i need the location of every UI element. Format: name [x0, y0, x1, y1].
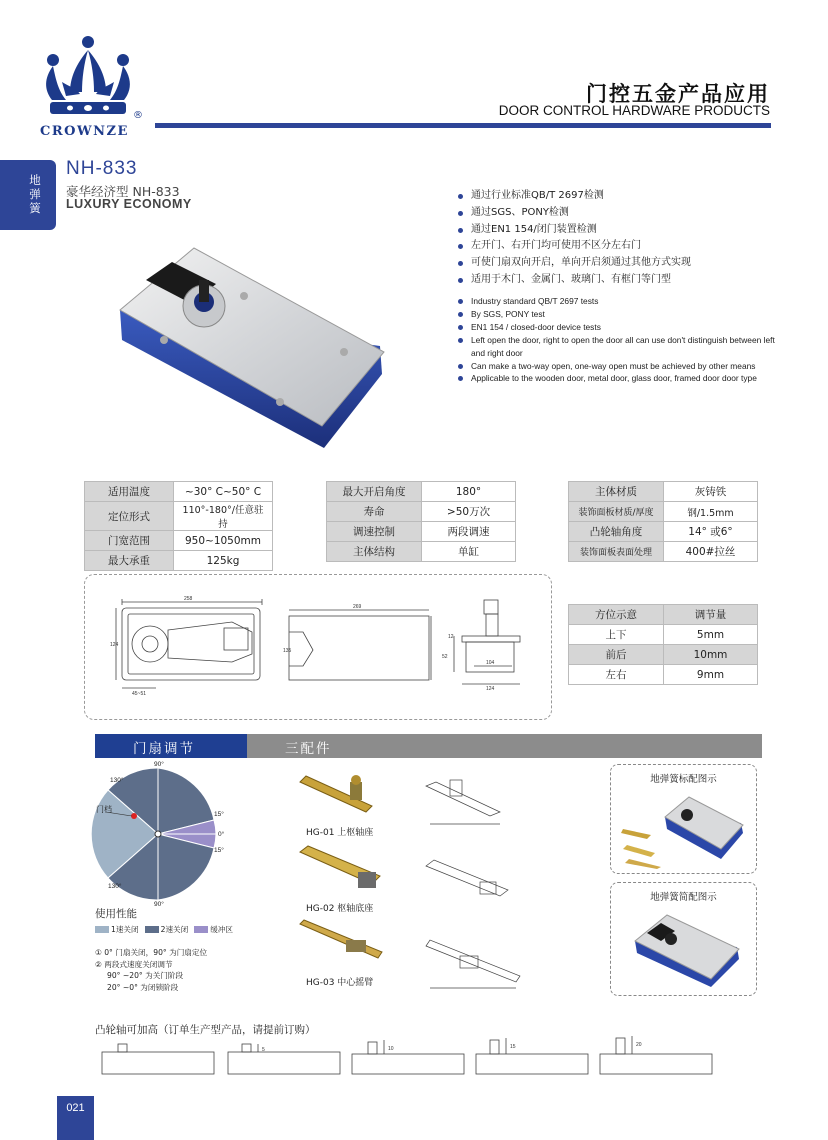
dim-label: 124 — [486, 686, 495, 692]
spec-key: 调速控制 — [327, 522, 422, 542]
spec-key: 寿命 — [327, 502, 422, 522]
spec-key: 主体结构 — [327, 542, 422, 562]
registered-mark: ® — [133, 110, 143, 121]
spec-value: 400#拉丝 — [664, 542, 758, 562]
usage-note: ① 0° 门扇关闭，90° 为门扇定位 — [95, 948, 208, 957]
section-title: 三配件 — [285, 741, 332, 757]
spec-value: 两段调速 — [422, 522, 516, 542]
cam-shaft-diagrams — [98, 1036, 722, 1078]
feature-item: 通过EN1 154/闭门装置检测 — [456, 222, 691, 239]
cam-height-label: 10 — [388, 1046, 394, 1052]
spec-key: 适用温度 — [85, 482, 174, 502]
side-view-drawing — [442, 596, 526, 692]
side-tab-char: 簧 — [29, 201, 41, 215]
spec-value: ~30° C~50° C — [174, 482, 273, 502]
accessory-caption: HG-02 枢轴底座 — [306, 904, 374, 914]
page-number: 021 — [66, 1102, 85, 1114]
usage-note: ② 两段式速度关闭调节 — [95, 959, 173, 969]
table-row — [327, 542, 516, 562]
feature-item: Can make a two-way open, one-way open must be achieved by other means — [456, 360, 776, 373]
product-model: NH-833 — [66, 158, 138, 179]
adjust-amount: 9mm — [664, 665, 758, 685]
table-row — [85, 531, 273, 551]
spec-key: 凸轮轴角度 — [569, 522, 664, 542]
hg01-photo — [296, 772, 388, 820]
simple-install-photo — [631, 905, 743, 989]
table-row — [85, 482, 273, 502]
side-tab-char: 地 — [29, 173, 41, 187]
column-header: 调节量 — [664, 605, 758, 625]
legend-label: 1速关闭 — [111, 925, 139, 934]
feature-item: EN1 154 / closed-door device tests — [456, 321, 776, 334]
spec-value: 125kg — [174, 551, 273, 571]
feature-item: Industry standard QB/T 2697 tests — [456, 295, 776, 308]
adjust-direction: 前后 — [569, 645, 664, 665]
spec-value: >50万次 — [422, 502, 516, 522]
angle-label: 130° — [110, 777, 124, 784]
product-subtitle-en: LUXURY ECONOMY — [66, 197, 192, 211]
dim-label: 124 — [110, 642, 119, 648]
feature-item: Applicable to the wooden door, metal door, glass door, framed door door type — [456, 372, 776, 385]
table-row — [569, 645, 758, 665]
table-row — [569, 665, 758, 685]
angle-label: 15° — [214, 847, 224, 854]
standard-install-photo — [621, 787, 749, 869]
adjust-amount: 10mm — [664, 645, 758, 665]
feature-item: By SGS, PONY test — [456, 308, 776, 321]
install-title: 地弹簧标配图示 — [650, 774, 717, 785]
feature-item: Left open the door, right to open the door all can use don't distinguish between left and right door — [456, 334, 776, 360]
feature-list-cn — [456, 188, 691, 289]
crown-logo — [36, 34, 140, 122]
dim-label: 135 — [283, 648, 292, 654]
table-row — [327, 522, 516, 542]
header-rule — [155, 123, 771, 128]
top-view-drawing — [112, 592, 272, 696]
adjust-amount: 5mm — [664, 625, 758, 645]
product-photo — [112, 236, 392, 450]
dim-label: 12 — [448, 634, 454, 640]
adjust-direction: 上下 — [569, 625, 664, 645]
usage-title: 使用性能 — [95, 908, 137, 920]
feature-item: 通过行业标准QB/T 2697检测 — [456, 188, 691, 205]
angle-label: 90° — [154, 901, 164, 908]
table-row — [85, 502, 273, 531]
spec-value: 钢/1.5mm — [664, 502, 758, 522]
spec-value: 14° 或6° — [664, 522, 758, 542]
hg02-drawing — [420, 856, 520, 904]
feature-list-en — [456, 295, 776, 385]
table-row — [569, 502, 758, 522]
hg03-photo — [296, 918, 388, 970]
dim-label: 258 — [184, 596, 193, 602]
simple-install-panel — [610, 882, 757, 996]
spec-key: 最大开启角度 — [327, 482, 422, 502]
spec-value: 灰铸铁 — [664, 482, 758, 502]
feature-item: 可使门扇双向开启，单向开启须通过其他方式实现 — [456, 255, 691, 272]
angle-label: 0° — [218, 831, 225, 838]
door-swing-diagram — [84, 760, 254, 906]
legend-item — [194, 924, 233, 936]
hg01-drawing — [420, 772, 520, 832]
spec-key: 装饰面板材质/厚度 — [569, 502, 664, 522]
usage-note: 20° ~0° 为闭锁阶段 — [107, 982, 179, 992]
table-row — [85, 551, 273, 571]
product-subtitle-cn: 豪华经济型 NH-833 — [66, 184, 180, 199]
speed-legend — [95, 924, 233, 936]
cam-height-label: 5 — [262, 1047, 265, 1053]
angle-label: 15° — [214, 811, 224, 818]
spec-value: 180° — [422, 482, 516, 502]
cam-shaft-title: 凸轮轴可加高（订单生产型产品，请提前订购） — [95, 1024, 316, 1036]
standard-install-panel — [610, 764, 757, 874]
table-row — [569, 625, 758, 645]
section-title: 门扇调节 — [133, 741, 195, 757]
dim-label: 104 — [486, 660, 495, 666]
legend-label: 缓冲区 — [210, 925, 234, 934]
table-row — [327, 502, 516, 522]
angle-label: 90° — [154, 761, 164, 768]
table-row — [327, 482, 516, 502]
column-header: 方位示意 — [569, 605, 664, 625]
hg03-drawing — [420, 938, 530, 994]
spec-table-2 — [326, 481, 516, 562]
brand-name: CROWNZE — [40, 124, 129, 139]
legend-item — [145, 924, 189, 936]
dim-label: 269 — [353, 604, 362, 610]
table-header-row — [569, 605, 758, 625]
spec-key: 门宽范围 — [85, 531, 174, 551]
feature-item: 通过SGS、PONY检测 — [456, 205, 691, 222]
side-tab-char: 弹 — [29, 187, 41, 201]
page-title-en: DOOR CONTROL HARDWARE PRODUCTS — [498, 103, 770, 118]
adjustment-table — [568, 604, 758, 685]
table-row — [569, 542, 758, 562]
legend-label: 2速关闭 — [160, 925, 189, 934]
hg02-photo — [296, 844, 386, 896]
feature-item: 适用于木门、金属门、玻璃门、有框门等门型 — [456, 272, 691, 289]
spec-value: 单缸 — [422, 542, 516, 562]
dim-label: 52 — [442, 654, 448, 660]
accessory-caption: HG-01 上枢轴座 — [306, 828, 374, 838]
page-title-cn: 门控五金产品应用 — [586, 82, 770, 106]
spec-value: 110°-180°/任意驻持 — [174, 502, 273, 531]
spec-key: 装饰面板表面处理 — [569, 542, 664, 562]
section-header-accessories — [247, 734, 762, 758]
install-title: 地弹簧简配图示 — [650, 892, 717, 903]
cam-height-label: 20 — [636, 1042, 642, 1048]
table-row — [569, 482, 758, 502]
category-side-tab — [0, 160, 56, 230]
spec-table-3 — [568, 481, 758, 562]
section-header-door-adjust — [95, 734, 247, 758]
plate-drawing — [283, 604, 435, 688]
dim-label: 45~51 — [132, 691, 147, 697]
spec-table-1 — [84, 481, 273, 571]
accessory-caption: HG-03 中心摇臂 — [306, 978, 374, 988]
door-stop-label: 门档 — [96, 805, 112, 814]
table-row — [569, 522, 758, 542]
feature-item: 左开门、右开门均可使用不区分左右门 — [456, 238, 691, 255]
spec-key: 最大承重 — [85, 551, 174, 571]
page-number-tab — [57, 1096, 94, 1140]
spec-key: 主体材质 — [569, 482, 664, 502]
spec-value: 950~1050mm — [174, 531, 273, 551]
cam-height-label: 15 — [510, 1044, 516, 1050]
usage-notes — [95, 947, 207, 993]
adjust-direction: 左右 — [569, 665, 664, 685]
usage-note: 90° ~20° 为关门阶段 — [107, 971, 184, 981]
angle-label: 130° — [108, 883, 122, 890]
spec-key: 定位形式 — [85, 502, 174, 531]
legend-item — [95, 924, 139, 936]
